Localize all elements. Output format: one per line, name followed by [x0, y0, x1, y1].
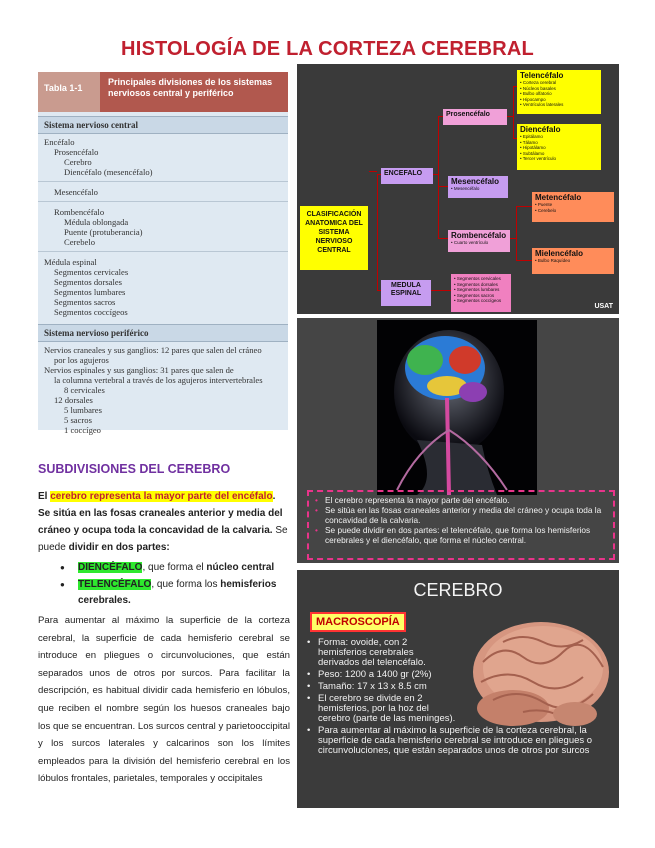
map-medula-segments	[451, 274, 511, 312]
central-lines	[38, 134, 288, 320]
map-sub-item: • Bulbo Raquídeo	[535, 258, 571, 263]
map-sub-item: • Segmentos cervicales	[454, 276, 501, 281]
table-line: Rombencéfalo	[54, 207, 105, 217]
table-divider	[38, 177, 288, 182]
map-medula-sub	[454, 276, 508, 304]
map-mielencefalo-sub	[535, 258, 611, 264]
intro-text-e: :	[166, 542, 170, 553]
map-diencefalo-label: Diencéfalo	[520, 125, 561, 134]
map-telencefalo-label: Telencéfalo	[520, 71, 564, 80]
map-telencefalo-sub	[520, 80, 598, 108]
map-mesencefalo-sub: • Mesencéfalo	[451, 186, 480, 191]
list-item-text: , que forma los	[151, 579, 221, 590]
list-item	[60, 560, 290, 576]
table-line: 1 coccígeo	[64, 425, 101, 435]
list-item-highlight: DIENCÉFALO	[78, 562, 143, 573]
map-metencefalo	[532, 192, 614, 222]
map-connector	[513, 86, 514, 138]
intro-paragraph	[38, 488, 288, 556]
table-line: 5 sacros	[64, 415, 92, 425]
table-divider	[38, 197, 288, 202]
map-sub-item: • Bulbo olfatorio	[520, 91, 552, 96]
list-item: • Forma: ovoide, con 2 hemisferios cerebrales derivados del telencéfalo.	[307, 638, 457, 668]
table-number: Tabla 1-1	[38, 72, 100, 112]
table-section-central: Sistema nervioso central	[38, 116, 288, 134]
map-connector	[516, 206, 532, 207]
map-connector	[431, 290, 451, 291]
list-item: • Peso: 1200 a 1400 gr (2%)	[307, 670, 457, 680]
table-line: Encéfalo	[44, 137, 75, 147]
list-item: • El cerebro se divide en 2 hemisferios, por la hoz del cerebro (parte de las meninges).	[307, 694, 457, 724]
map-diencefalo-sub	[520, 134, 598, 162]
table-line: Segmentos dorsales	[54, 277, 123, 287]
head-silhouette-icon	[377, 320, 537, 495]
map-sub-item: • Segmentos coccígeos	[454, 298, 502, 303]
table-line: Cerebro	[64, 157, 92, 167]
list-item	[60, 577, 290, 609]
map-diencefalo	[517, 124, 601, 170]
list-item-text: , que forma el	[142, 562, 207, 573]
divisions-table	[38, 72, 288, 435]
map-rombencefalo	[448, 230, 510, 252]
map-sub-item: • Tálamo	[520, 139, 538, 145]
table-divider	[38, 247, 288, 252]
table-line: la columna vertebral a través de los agujeros intervertebrales	[54, 375, 263, 385]
table-line: por los agujeros	[54, 355, 109, 365]
map-connector	[438, 116, 439, 238]
classification-map	[297, 64, 619, 314]
map-prosencefalo: Prosencéfalo	[443, 109, 507, 125]
map-mielencefalo-label: Mielencéfalo	[535, 249, 584, 258]
map-encefalo: ENCEFALO	[381, 168, 433, 184]
table-line: Segmentos cervicales	[54, 267, 129, 277]
table-line: 8 cervicales	[64, 385, 105, 395]
map-sub-item: • Núcleos basales	[520, 85, 556, 91]
list-item-bold: núcleo central	[206, 562, 275, 573]
table-line: Cerebelo	[64, 237, 96, 247]
map-connector	[516, 260, 532, 261]
brain-scan-image	[377, 320, 537, 495]
map-sub-item: • Segmentos dorsales	[454, 281, 498, 287]
table-line: Segmentos coccígeos	[54, 307, 128, 317]
map-sub-item: • Segmentos sacros	[454, 292, 495, 298]
table-line: Nervios craneales y sus ganglios: 12 pares que salen del cráneo	[44, 345, 262, 355]
list-item: • El cerebro representa la mayor parte del encéfalo.	[315, 495, 607, 505]
table-line: Médula espinal	[44, 257, 97, 267]
map-connector	[516, 206, 517, 260]
table-line: 12 dorsales	[54, 395, 93, 405]
map-connector	[438, 238, 448, 239]
brain-summary-box	[307, 490, 615, 560]
map-connector	[377, 174, 378, 290]
page-title: HISTOLOGÍA DE LA CORTEZA CEREBRAL	[121, 38, 534, 60]
cerebro-panel	[297, 570, 619, 808]
map-sub-item: • Ventrículos laterales	[520, 102, 564, 107]
map-metencefalo-label: Metencéfalo	[535, 193, 582, 202]
map-sub-item: • Puente	[535, 202, 553, 207]
table-line: Prosencéfalo	[54, 147, 99, 157]
map-root: CLASIFICACIÓN ANATOMICA DEL SISTEMA NERVIOSO CENTRAL	[300, 206, 368, 270]
intro-text-d: dividir en dos partes	[68, 542, 167, 553]
map-mielencefalo	[532, 248, 614, 274]
map-medula: MEDULA ESPINAL	[381, 280, 431, 306]
list-item: • Para aumentar al máximo la superficie de la corteza cerebral, la superficie de cada hemisferio cerebral se introduce en pliegues o circunvoluciones, que están separados unos de otros por surcos	[307, 726, 612, 756]
list-item: • Se puede dividir en dos partes: el telencéfalo, que forma los hemisferios cerebrales y el diencéfalo, que forma el núcleo central.	[315, 525, 607, 545]
intro-text-c: Se puede	[38, 525, 288, 553]
intro-text-a: El	[38, 491, 51, 502]
subdivision-list	[60, 560, 290, 610]
macroscopia-badge: MACROSCOPÍA	[310, 612, 406, 632]
map-rombencefalo-sub: • Cuarto ventrículo	[451, 240, 489, 245]
map-sub-item: • Subtálamo	[520, 150, 545, 156]
table-line: 5 lumbares	[64, 405, 102, 415]
intro-highlight: cerebro representa la mayor parte del encéfalo	[50, 491, 273, 502]
map-sub-item: • Segmentos lumbares	[454, 287, 500, 292]
list-item: • Tamaño: 17 x 13 x 8.5 cm	[307, 682, 457, 692]
table-line: Puente (protuberancia)	[64, 227, 143, 237]
table-caption: Principales divisiones de los sistemas nerviosos central y periférico	[100, 72, 288, 112]
intro-text-b: . Se sitúa en las fosas craneales anterior y media del cráneo y ocupa toda la concavidad de la calvaria.	[38, 491, 283, 536]
table-line: Segmentos sacros	[54, 297, 116, 307]
map-connector	[369, 171, 377, 172]
map-sub-item: • Cerebelo	[535, 207, 557, 213]
lobes-paragraph: Para aumentar al máximo la superficie de la corteza cerebral, la superficie de cada hemisferio cerebral se introduce en pliegues o circunvoluciones, que están separados unos de otros por surcos. Para facilitar la descripción, es habitual dividir cada hemisferio en lóbulos, que reciben el nombre según los huesos craneales bajo los que se encuentran. Los surcos central y parietooccipital y los surcos laterales y calcarinos son los límites empleados para la división del hemisferio cerebral en los lóbulos frontales, parietales, temporales y occipitales	[38, 615, 290, 785]
table-line: Médula oblongada	[64, 217, 129, 227]
list-item-bold: hemisferios cerebrales.	[78, 579, 277, 606]
list-item: • Se sitúa en las fosas craneales anterior y media del cráneo y ocupa toda la concavidad de la calvaria.	[315, 505, 607, 525]
map-sub-item: • Hipotálamo	[520, 145, 546, 150]
map-sub-item: • Epitálamo	[520, 134, 543, 139]
table-header	[38, 72, 288, 112]
subdivisions-heading: SUBDIVISIONES DEL CEREBRO	[38, 462, 231, 476]
map-mesencefalo-label: Mesencéfalo	[451, 177, 500, 186]
brain-scan-panel	[297, 318, 619, 563]
table-line: Mesencéfalo	[54, 187, 98, 197]
map-telencefalo	[517, 70, 601, 114]
peripheral-lines	[38, 342, 288, 438]
table-line: Segmentos lumbares	[54, 287, 126, 297]
map-sub-item: • Corteza cerebral	[520, 80, 557, 85]
cerebro-list	[307, 638, 612, 758]
map-rombencefalo-label: Rombencéfalo	[451, 231, 507, 240]
map-sub-item: • Hipocampo	[520, 96, 546, 102]
map-mesencefalo	[448, 176, 508, 198]
list-item-highlight: TELENCÉFALO	[78, 579, 152, 590]
map-metencefalo-sub	[535, 202, 611, 213]
table-line: Nervios espinales y sus ganglios: 31 pares que salen de	[44, 365, 234, 375]
table-section-peripheral: Sistema nervioso periférico	[38, 324, 288, 342]
usat-logo: USAT	[594, 303, 613, 310]
cerebro-title: CEREBRO	[413, 580, 503, 600]
map-connector	[438, 186, 448, 187]
table-line: Diencéfalo (mesencéfalo)	[64, 167, 153, 177]
map-sub-item: • Tercer ventrículo	[520, 156, 557, 161]
